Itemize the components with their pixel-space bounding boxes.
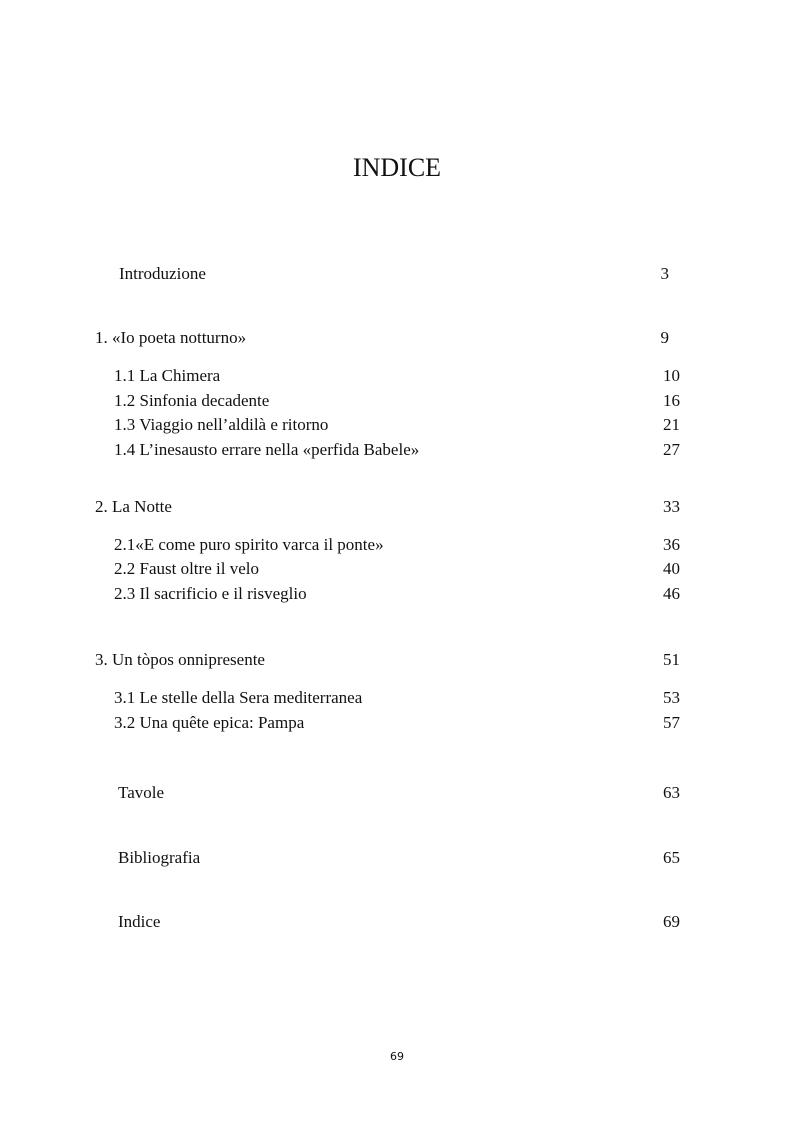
toc-section-3-1: 3.1 Le stelle della Sera mediterranea [114, 688, 363, 707]
toc-page-section-3-2: 57 [663, 713, 680, 732]
toc-section-2-1: 2.1«E come puro spirito varca il ponte» [114, 535, 384, 554]
toc-section-2-2: 2.2 Faust oltre il velo [114, 559, 259, 578]
toc-page-chapter-2: 33 [663, 497, 680, 516]
toc-page-introduzione: 3 [660, 264, 669, 283]
page-title: INDICE [352, 153, 442, 182]
toc-section-3-2: 3.2 Una quête epica: Pampa [114, 713, 305, 732]
toc-section-1-3: 1.3 Viaggio nell’aldilà e ritorno [114, 415, 329, 434]
toc-page-section-1-4: 27 [663, 440, 680, 459]
toc-page-section-1-1: 10 [663, 366, 680, 385]
toc-section-1-1: 1.1 La Chimera [114, 366, 221, 385]
toc-page-section-2-1: 36 [663, 535, 680, 554]
toc-page-section-1-2: 16 [663, 391, 680, 410]
toc-page-section-1-3: 21 [663, 415, 680, 434]
toc-chapter-3: 3. Un tòpos onnipresente [95, 650, 265, 669]
toc-section-1-4: 1.4 L’inesausto errare nella «perfida Babele» [114, 440, 420, 459]
toc-chapter-2: 2. La Notte [95, 497, 172, 516]
toc-page-bibliografia: 65 [663, 848, 680, 867]
toc-chapter-1: 1. «Io poeta notturno» [95, 328, 247, 347]
toc-entry-tavole: Tavole [118, 783, 165, 802]
toc-entry-introduzione: Introduzione [119, 264, 206, 283]
toc-page-section-2-2: 40 [663, 559, 680, 578]
toc-page-indice: 69 [663, 912, 680, 931]
toc-section-2-3: 2.3 Il sacrificio e il risveglio [114, 584, 307, 603]
toc-page-tavole: 63 [663, 783, 680, 802]
page-number-footer: 69 [390, 1050, 404, 1063]
toc-page-section-2-3: 46 [663, 584, 680, 603]
toc-section-1-2: 1.2 Sinfonia decadente [114, 391, 270, 410]
toc-page-section-3-1: 53 [663, 688, 680, 707]
toc-entry-indice: Indice [118, 912, 161, 931]
toc-page-chapter-1: 9 [660, 328, 669, 347]
toc-page-chapter-3: 51 [663, 650, 680, 669]
toc-entry-bibliografia: Bibliografia [118, 848, 201, 867]
